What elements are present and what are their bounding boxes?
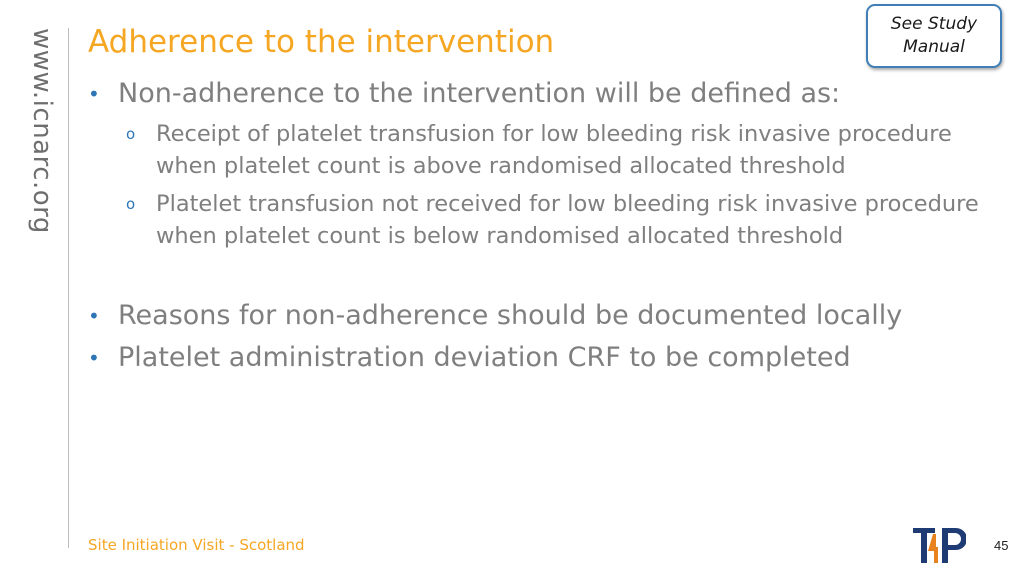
bullet-item (88, 298, 1018, 334)
bullet-dot-icon: • (88, 346, 100, 370)
bullet-dot-icon: • (88, 82, 100, 106)
bullet-item (88, 76, 1018, 112)
callout-line-1: See Study (890, 14, 978, 34)
callout-line-2: Manual (903, 37, 965, 57)
bullet-text: Reasons for non-adherence should be documented locally (118, 300, 903, 331)
bullet-list (88, 76, 1018, 376)
bullet-text: Platelet administration deviation CRF to be completed (118, 342, 851, 373)
sub-bullet-circle-icon: o (126, 195, 136, 213)
slide-title: Adherence to the intervention (88, 24, 555, 60)
bullet-dot-icon: • (88, 304, 100, 328)
sub-bullet-item (88, 188, 1018, 252)
bullet-text: Non-adherence to the intervention will be defined as: (118, 78, 841, 109)
sub-bullet-text: Platelet transfusion not received for low bleeding risk invasive procedure when platelet count is below randomised allocated threshold (156, 191, 979, 249)
page-number: 45 (994, 538, 1009, 553)
website-url-text: www.icnarc.org (27, 28, 57, 234)
footer-text: Site Initiation Visit - Scotland (88, 536, 305, 554)
t4p-logo (912, 525, 966, 565)
sub-bullet-circle-icon: o (126, 125, 136, 143)
website-url (22, 28, 62, 243)
vertical-divider (68, 28, 69, 548)
sub-bullet-text: Receipt of platelet transfusion for low bleeding risk invasive procedure when platelet count is above randomised allocated threshold (156, 121, 952, 179)
bullet-item (88, 340, 1018, 376)
see-study-manual-callout (866, 4, 1002, 68)
sub-bullet-item (88, 118, 1018, 182)
